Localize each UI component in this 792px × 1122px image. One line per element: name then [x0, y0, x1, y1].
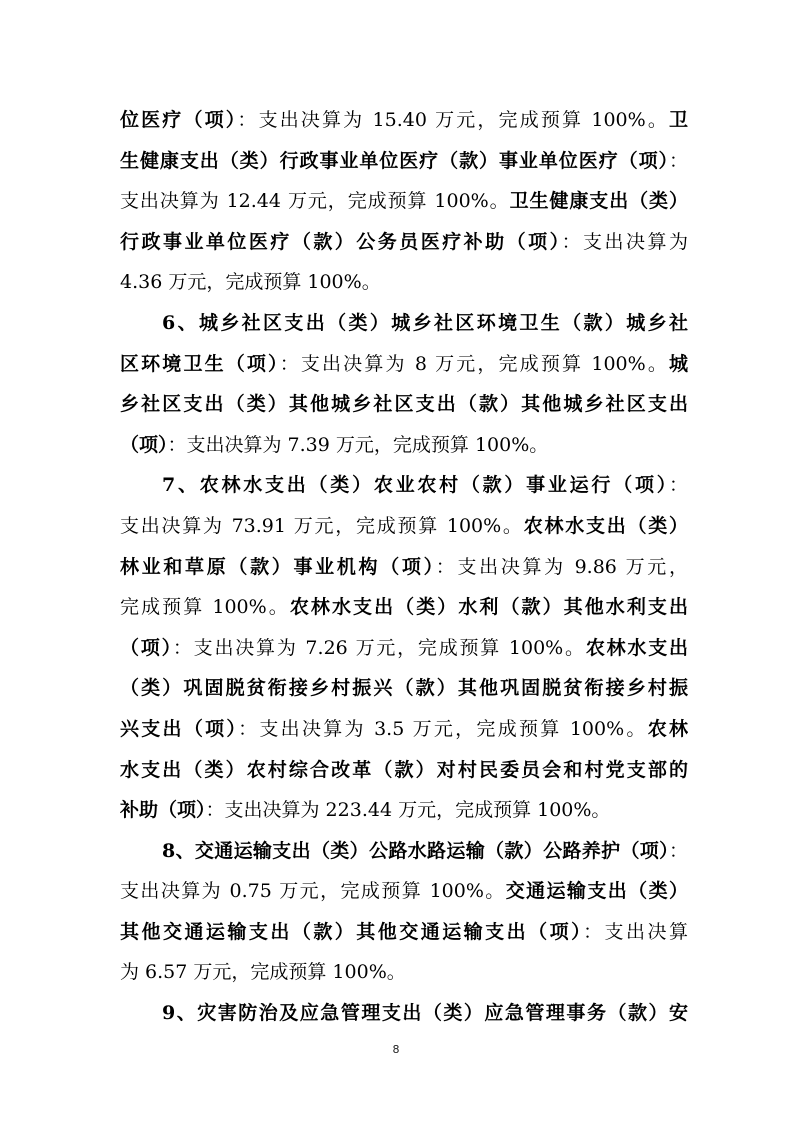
text-line — [120, 750, 688, 791]
text-line — [120, 547, 688, 588]
bold-heading-text: 生健康支出（类）行政事业单位医疗（款）事业单位医疗（项） — [120, 149, 669, 172]
bold-heading-text: （项） — [120, 636, 173, 659]
body-text-segment: ：支出决算为 7.39 万元，完成预算 100%。 — [167, 433, 549, 456]
body-text-segment: 为 6.57 万元，完成预算 100%。 — [120, 961, 406, 984]
text-line — [120, 465, 688, 506]
text-line — [120, 384, 688, 425]
text-line — [120, 262, 688, 303]
body-text-segment: ：支出决算为 223.44 万元，完成预算 100%。 — [205, 799, 611, 822]
bold-heading-text: 交通运输支出（类） — [505, 880, 688, 903]
body-text-segment: ：支出决算为 7.26 万元，完成预算 100%。 — [172, 636, 586, 659]
bold-heading-text: 其他交通运输支出（款）其他交通运输支出（项） — [120, 920, 584, 943]
bold-heading-text: 兴支出（项） — [120, 717, 239, 740]
text-line — [120, 871, 688, 912]
text-line — [120, 141, 688, 182]
text-line — [120, 587, 688, 628]
text-line — [120, 181, 688, 222]
text-line — [120, 628, 688, 669]
text-line — [120, 668, 688, 709]
body-text-segment: ： — [668, 839, 688, 862]
text-line — [120, 222, 688, 263]
bold-heading-text: 林业和草原（款）事业机构（项） — [120, 555, 436, 578]
body-text-segment: ： — [668, 149, 688, 172]
text-line — [120, 303, 688, 344]
bold-heading-text: 卫 — [668, 109, 688, 131]
text-line — [120, 993, 688, 1034]
text-line — [120, 100, 688, 141]
body-text-segment: 支出决算为 73.91 万元，完成预算 100%。 — [120, 514, 524, 537]
body-text-segment: ： — [668, 474, 688, 497]
text-line — [120, 831, 688, 872]
bold-heading-text: 乡社区支出（类）其他城乡社区支出（款）其他城乡社区支出 — [120, 393, 688, 416]
text-line — [120, 425, 688, 466]
bold-heading-text: 9、灾害防治及应急管理支出（类）应急管理事务（款）安 — [162, 1002, 688, 1025]
body-text-segment: ：支出决算为 8 万元，完成预算 100%。 — [279, 352, 669, 375]
bold-heading-text: 区环境卫生（项） — [120, 352, 280, 375]
page-number: 8 — [392, 1043, 400, 1056]
body-text-segment: ：支出决算为 — [561, 230, 688, 253]
bold-heading-text: 6、城乡社区支出（类）城乡社区环境卫生（款）城乡社 — [162, 311, 688, 334]
body-text-segment: 完成预算 100%。 — [120, 596, 290, 619]
bold-heading-text: 位医疗（项） — [120, 109, 238, 131]
bold-heading-text: （项） — [120, 433, 168, 456]
bold-heading-text: 农林水支出（类） — [523, 514, 688, 537]
bold-heading-text: （类）巩固脱贫衔接乡村振兴（款）其他巩固脱贫衔接乡村振 — [120, 677, 688, 700]
body-text-segment: ：支出决算为 15.40 万元，完成预算 100%。 — [237, 109, 669, 131]
bold-heading-text: 农林 — [647, 717, 688, 740]
body-text-segment: ：支出决算为 3.5 万元，完成预算 100%。 — [238, 717, 648, 740]
bold-heading-text: 行政事业单位医疗（款）公务员医疗补助（项） — [120, 230, 562, 253]
body-text-segment: 支出决算为 0.75 万元，完成预算 100%。 — [120, 880, 506, 903]
text-line — [120, 709, 688, 750]
text-line — [120, 344, 688, 385]
bold-heading-text: 城 — [668, 352, 688, 375]
bold-heading-text: 7、农林水支出（类）农业农村（款）事业运行（项） — [162, 474, 669, 497]
bold-heading-text: 农林水支出 — [585, 636, 688, 659]
bold-heading-text: 卫生健康支出（类） — [509, 190, 688, 213]
bold-heading-text: 水支出（类）农村综合改革（款）对村民委员会和村党支部的 — [120, 758, 688, 781]
bold-heading-text: 补助（项） — [120, 799, 206, 822]
body-text-segment: ：支出决算为 9.86 万元， — [435, 555, 688, 578]
body-text-segment: 4.36 万元，完成预算 100%。 — [120, 271, 381, 294]
body-text-segment: ：支出决算 — [583, 920, 688, 943]
text-line — [120, 912, 688, 953]
bold-heading-text: 农林水支出（类）水利（款）其他水利支出 — [289, 596, 688, 619]
body-text-segment: 支出决算为 12.44 万元，完成预算 100%。 — [120, 190, 510, 213]
text-line — [120, 506, 688, 547]
bold-heading-text: 8、交通运输支出（类）公路水路运输（款）公路养护（项） — [162, 839, 669, 862]
text-line — [120, 790, 688, 831]
text-line — [120, 952, 688, 993]
body-text — [120, 100, 688, 1034]
